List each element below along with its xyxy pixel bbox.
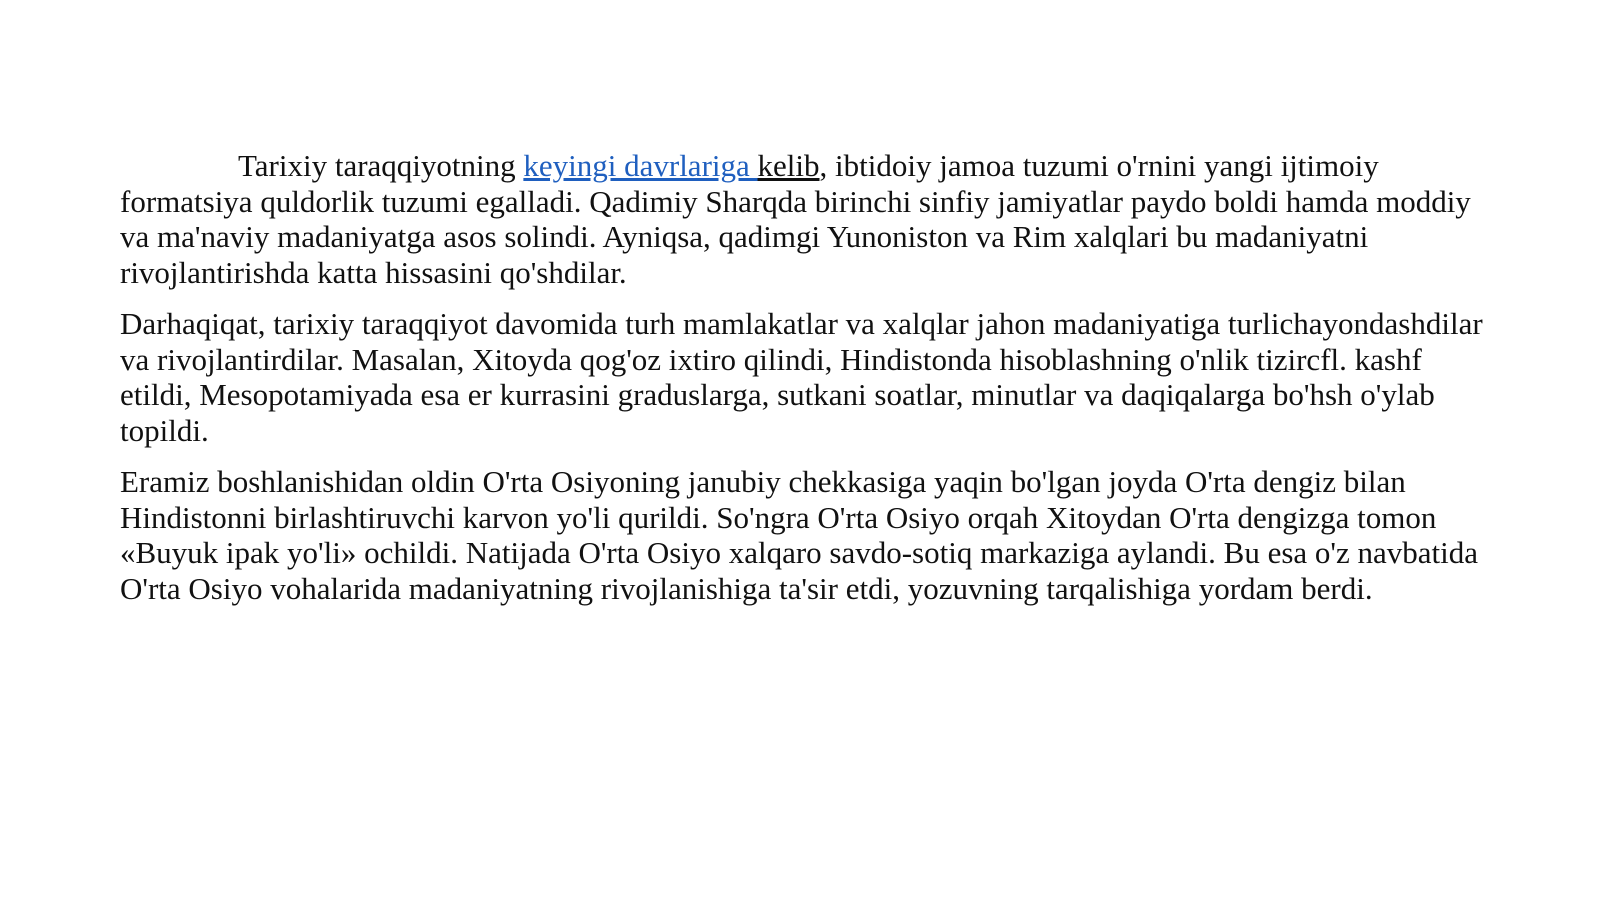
document-body — [120, 148, 1500, 622]
hyperlink-keyingi-davrlariga[interactable]: keyingi davrlariga — [523, 148, 758, 183]
paragraph-3: Eramiz boshlanishidan oldin O'rta Osiyoning janubiy chekkasiga yaqin bo'lgan joyda O'rta dengiz bilan Hindistonni birlashtiruvchi karvon yo'li qurildi. So'ngra O'rta Osiyo orqah Xitoydan O'rta dengizga tomon «Buyuk ipak yo'li» ochildi. Natijada O'rta Osiyo xalqaro savdo-sotiq markaziga aylandi. Bu esa o'z navbatida O'rta Osiyo vohalarida madaniyatning rivojlanishiga ta'sir etdi, yozuvning tarqalishiga yordam berdi. — [120, 464, 1479, 606]
paragraph-1-rest: , ibtidoiy jamoa tuzumi o'rnini yangi ijtimoiy formatsiya quldorlik tuzumi egalladi. Qadimiy Sharqda birinchi sinfiy jamiyatlar paydo boldi hamda moddiy va ma'naviy madaniyatga asos solindi. Ayniqsa, qadimgi Yunoniston va Rim xalqlari bu madaniyatni rivojlantirishda katta hissasini qo'shdilar. — [120, 148, 1471, 290]
underlined-word-kelib: kelib — [757, 148, 820, 183]
paragraph-2: Darhaqiqat, tarixiy taraqqiyot davomida turh mamlakatlar va xalqlar jahon madaniyatiga turlichayondashdilar va rivojlantirdilar. Masalan, Xitoyda qog'oz ixtiro qilindi, Hindistonda hisoblashning o'nlik tizircfl. kashf etildi, Mesopotamiyada esa er kurrasini graduslarga, sutkani soatlar, minutlar va daqiqalarga bo'hsh o'ylab topildi. — [120, 306, 1483, 448]
paragraph-1-intro: Tarixiy taraqqiyotning — [238, 148, 524, 183]
paragraph-1 — [120, 148, 1500, 290]
